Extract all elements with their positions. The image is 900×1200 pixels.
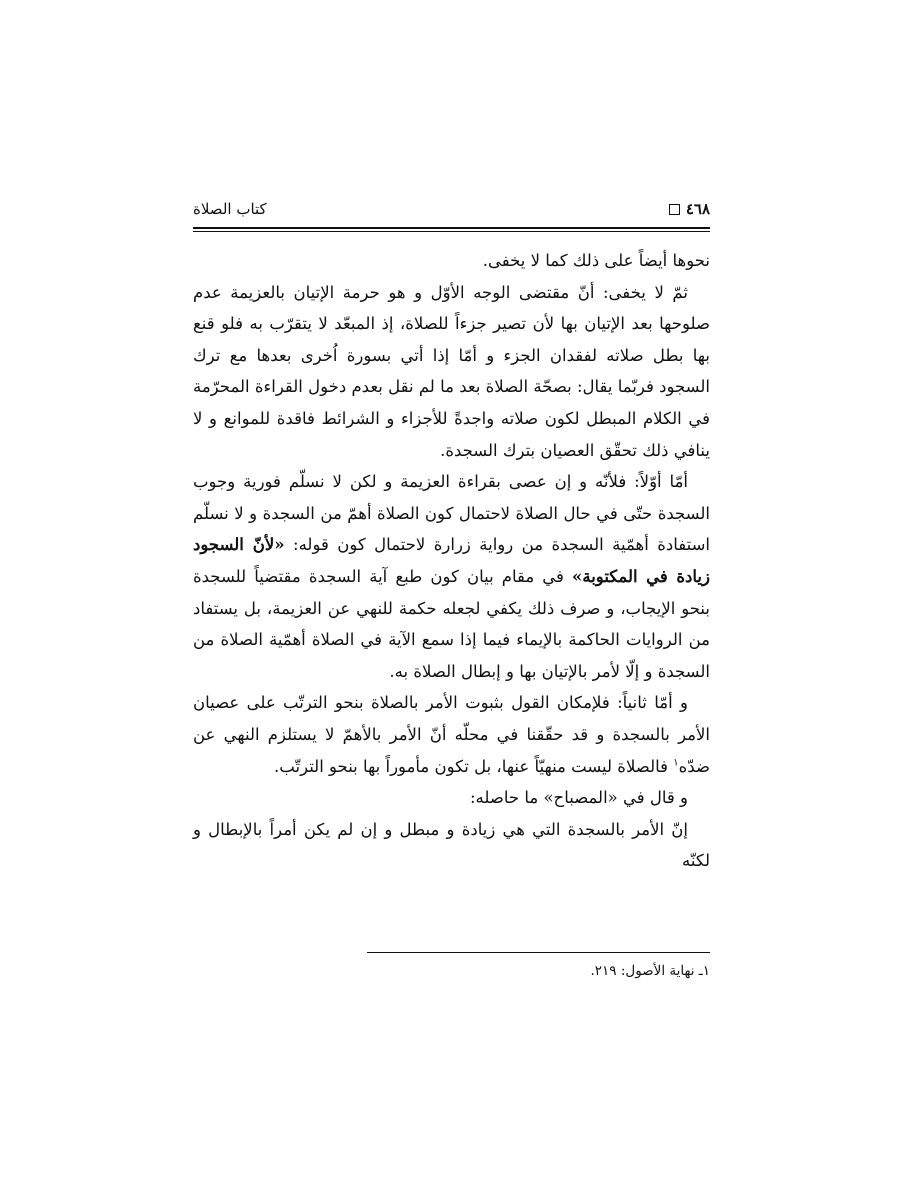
paragraph-4-end: فالصلاة ليست منهيّاً عنها، بل تكون مأموراً بها بنحو الترتّب.	[274, 756, 674, 776]
footnote-reference[interactable]: ١	[673, 757, 679, 768]
footnote: ١ـ نهاية الأصول: ٢١٩.	[590, 963, 710, 979]
paragraph-3	[193, 466, 710, 687]
header-rule-thick	[193, 227, 710, 229]
page-header	[193, 198, 710, 224]
paragraph-3-start: أمّا أوّلاً: فلأنّه و إن عصى بقراءة العزيمة و لكن لا نسلّم فورية وجوب السجدة حتّى في حال الصلاة لاحتمال كون الصلاة أهمّ من السجدة و لا نسلّم استفادة أهمّية السجدة من رواية زرارة لاحتمال كون قوله:	[193, 472, 710, 555]
page-number: ٤٦٨	[685, 200, 710, 218]
paragraph-4-start: و أمّا ثانياً: فلإمكان القول بثبوت الأمر بالصلاة بنحو الترتّب على عصيان الأمر بالسجدة و قد حقّقنا في محلّه أنّ الأمر بالأهمّ لا يستلزم النهي عن ضدّه	[193, 693, 710, 776]
paragraph-3-end: في مقام بيان كون طبع آية السجدة مقتضياً للسجدة بنحو الإيجاب، و صرف ذلك يكفي لجعله حكمة للنهي عن العزيمة، بل يستفاد من الروايات الحاكمة بالإيماء فيما إذا سمع الآية في الصلاة أهمّية الصلاة من السجدة و إلّا لأمر بالإتيان بها و إبطال الصلاة به.	[193, 566, 710, 681]
paragraph-1: نحوها أيضاً على ذلك كما لا يخفى.	[482, 251, 710, 270]
book-title: كتاب الصلاة	[193, 200, 267, 218]
paragraph-2: ثمّ لا يخفى: أنّ مقتضى الوجه الأوّل و هو حرمة الإتيان بالعزيمة عدم صلوحها بعد الإتيان بها لأن تصير جزءاً للصلاة، إذ المبعّد لا يتقرّب به فلو قنع بها بطل صلاته لفقدان الجزء و أمّا إذا أتي بسورة اُخرى بعدها مع ترك السجود فربّما يقال: بصحّة الصلاة بعد ما لم نقل بعدم دخول القراءة المحرّمة في الكلام المبطل لكون صلاته واجدةً للأجزاء و الشرائط فاقدة للموانع و لا ينافي ذلك تحقّق العصيان بترك السجدة.	[193, 282, 710, 460]
paragraph-4	[193, 687, 710, 782]
paragraph-6: إنّ الأمر بالسجدة التي هي زيادة و مبطل و إن لم يكن أمراً بالإبطال و لكنّه	[193, 819, 710, 871]
header-rule-thin	[193, 231, 710, 232]
hadith-quote: «لأنّ السجود زيادة في المكتوبة»	[193, 535, 710, 586]
page-number-group	[669, 200, 710, 218]
paragraph-5: و قال في «المصباح» ما حاصله:	[469, 788, 688, 808]
square-icon	[669, 204, 680, 215]
main-text	[193, 245, 710, 877]
footnote-rule	[367, 952, 710, 953]
